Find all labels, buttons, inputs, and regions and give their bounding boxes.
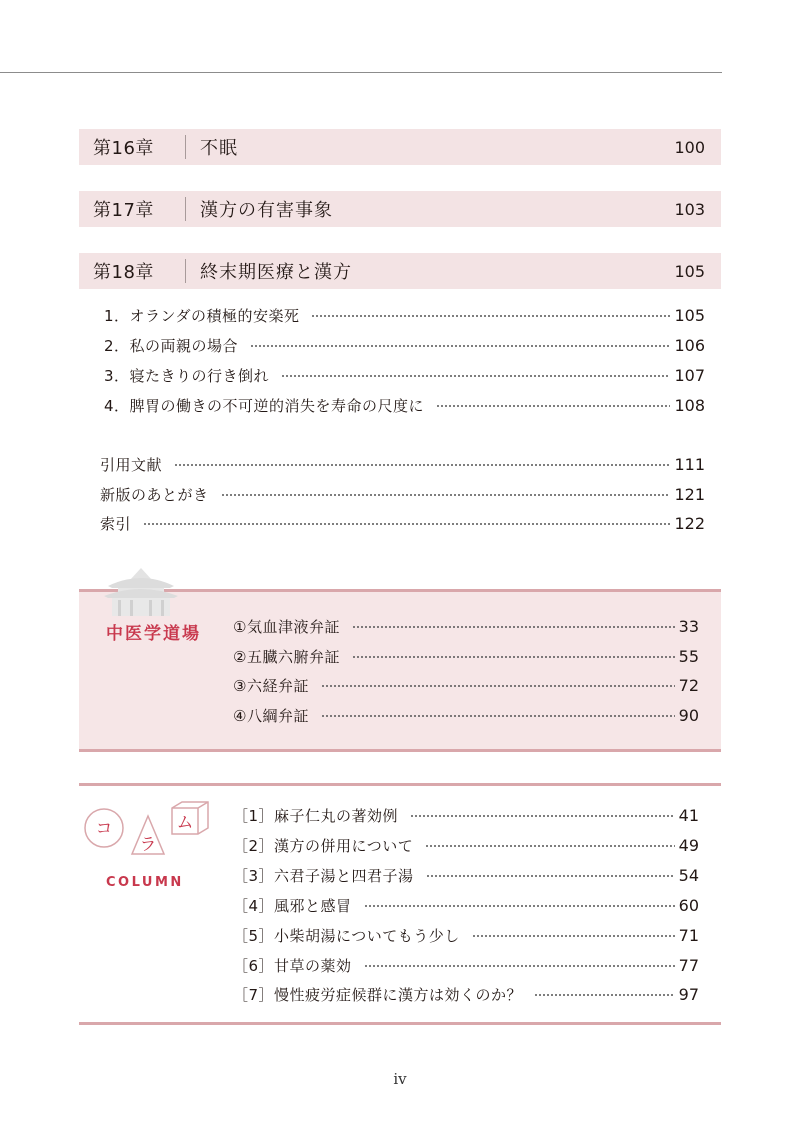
toc-label: ③六経弁証 [233, 676, 309, 695]
toc-label: ［5］小柴胡湯についてもう少し [233, 926, 460, 945]
chapter-page: 103 [674, 199, 705, 219]
toc-page: 41 [678, 805, 699, 825]
toc-row-section[interactable] [104, 303, 705, 327]
column-box-top-rule [79, 783, 721, 786]
dot-leader [321, 685, 675, 687]
chapter-16-row[interactable] [79, 129, 721, 165]
toc-row-backmatter[interactable] [100, 511, 705, 535]
toc-row-column[interactable] [233, 953, 699, 977]
toc-page: 55 [678, 646, 699, 666]
chapter-number: 第17章 [93, 200, 154, 221]
dot-leader [410, 815, 675, 817]
temple-icon [100, 566, 182, 618]
dot-leader [472, 935, 675, 937]
toc-row-column[interactable] [233, 833, 699, 857]
dot-leader [426, 875, 675, 877]
toc-row-column[interactable] [233, 803, 699, 827]
dot-leader [250, 345, 670, 347]
toc-label: 引用文献 [100, 455, 163, 474]
toc-label: ［4］風邪と感冒 [233, 896, 352, 915]
toc-row-dojo[interactable] [233, 644, 699, 668]
chapter-17-row[interactable] [79, 191, 721, 227]
toc-page: 54 [678, 865, 699, 885]
dot-leader [364, 965, 675, 967]
toc-row-dojo[interactable] [233, 614, 699, 638]
chapter-number: 第18章 [93, 262, 154, 283]
dot-leader [143, 523, 670, 525]
chapter-title: 不眠 [200, 138, 238, 159]
toc-label: ［6］甘草の薬効 [233, 956, 352, 975]
dot-leader [321, 715, 675, 717]
toc-label: ［7］慢性疲労症候群に漢方は効くのか？ [233, 985, 523, 1004]
toc-row-section[interactable] [104, 363, 705, 387]
toc-page: 60 [678, 895, 699, 915]
chapter-title: 漢方の有害事象 [200, 200, 333, 221]
page-number: iv [393, 1070, 407, 1088]
dot-leader [352, 656, 675, 658]
chapter-page: 105 [674, 261, 705, 281]
column-glyph-mu: ム [176, 813, 194, 833]
toc-label: ［3］六君子湯と四君子湯 [233, 866, 414, 885]
toc-label: 1．オランダの積極的安楽死 [104, 306, 300, 325]
toc-label: 4．脾胃の働きの不可逆的消失を寿命の尺度に [104, 396, 425, 415]
toc-page: 71 [678, 925, 699, 945]
dot-leader [174, 464, 670, 466]
toc-page: 33 [678, 616, 699, 636]
chapter-18-row[interactable] [79, 253, 721, 289]
dot-leader [221, 494, 671, 496]
toc-page: 107 [674, 365, 705, 385]
chapter-title: 終末期医療と漢方 [200, 262, 352, 283]
toc-row-section[interactable] [104, 393, 705, 417]
toc-page: 97 [678, 984, 699, 1004]
toc-page: 77 [678, 955, 699, 975]
toc-label: ④八綱弁証 [233, 706, 309, 725]
top-rule [0, 72, 722, 73]
column-label: COLUMN [106, 875, 184, 890]
toc-label: 新版のあとがき [100, 485, 209, 504]
toc-page: 90 [678, 705, 699, 725]
toc-label: ［2］漢方の併用について [233, 836, 414, 855]
toc-row-backmatter[interactable] [100, 452, 705, 476]
dot-leader [352, 626, 675, 628]
dot-leader [281, 375, 670, 377]
toc-row-column[interactable] [233, 982, 699, 1006]
toc-label: 3．寝たきりの行き倒れ [104, 366, 270, 385]
toc-page: 122 [674, 513, 705, 533]
toc-page: 72 [678, 675, 699, 695]
dot-leader [436, 405, 670, 407]
toc-page: 121 [674, 484, 705, 504]
toc-row-column[interactable] [233, 923, 699, 947]
toc-row-dojo[interactable] [233, 703, 699, 727]
toc-label: 索引 [100, 514, 132, 533]
toc-page: 105 [674, 305, 705, 325]
chapter-number: 第16章 [93, 138, 154, 159]
toc-page: 108 [674, 395, 705, 415]
chapter-page: 100 [674, 137, 705, 157]
toc-label: 2．私の両親の場合 [104, 336, 239, 355]
toc-label: ①気血津液弁証 [233, 617, 340, 636]
toc-page: 111 [674, 454, 705, 474]
toc-page: 49 [678, 835, 699, 855]
dojo-label: 中医学道場 [106, 624, 201, 644]
dot-leader [425, 845, 674, 847]
toc-row-dojo[interactable] [233, 673, 699, 697]
column-box-bottom-rule [79, 1022, 721, 1025]
column-logo-icon [82, 800, 222, 866]
toc-label: ②五臓六腑弁証 [233, 647, 340, 666]
toc-row-column[interactable] [233, 863, 699, 887]
toc-label: ［1］麻子仁丸の著効例 [233, 806, 399, 825]
dot-leader [311, 315, 670, 317]
column-glyph-ko: コ [95, 819, 113, 839]
dot-leader [364, 905, 675, 907]
dot-leader [534, 994, 675, 996]
toc-row-section[interactable] [104, 333, 705, 357]
column-glyph-ra: ラ [139, 835, 157, 855]
toc-row-column[interactable] [233, 893, 699, 917]
toc-row-backmatter[interactable] [100, 482, 705, 506]
toc-page: 106 [674, 335, 705, 355]
